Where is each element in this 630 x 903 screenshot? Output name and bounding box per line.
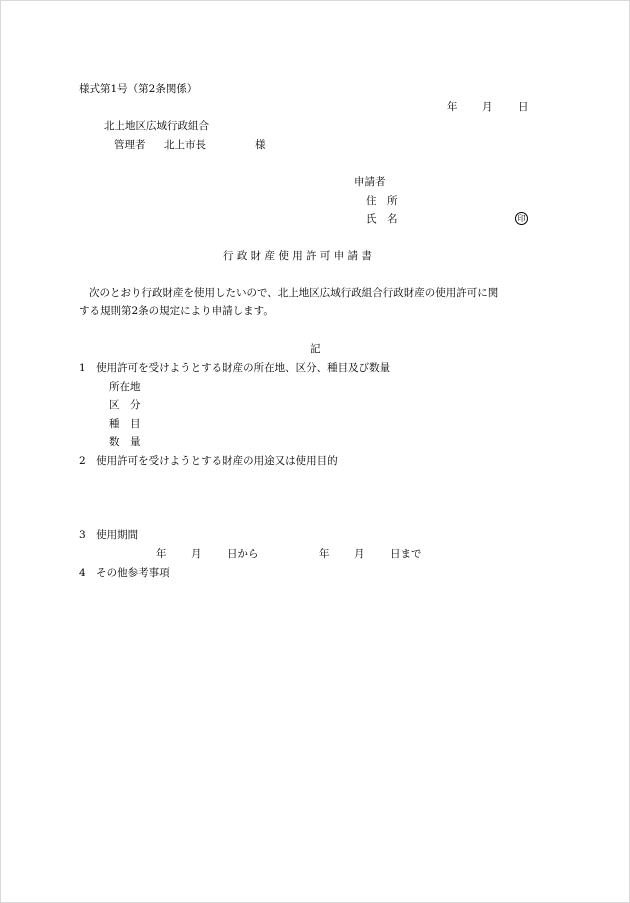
item-3: 3 使用期間 [79, 529, 139, 541]
period-from-day: 日から [227, 548, 259, 560]
addressee-manager-label: 管理者 [114, 139, 146, 151]
seal-mark: 印 [515, 212, 528, 225]
form-number: 様式第1号（第2条関係） [79, 83, 198, 95]
body-text-line-1: 次のとおり行政財産を使用したいので、北上地区広域行政組合行政財産の使用許可に関 [89, 287, 499, 299]
date-month-label: 月 [482, 101, 493, 113]
item-1: 1 使用許可を受けようとする財産の所在地、区分、種目及び数量 [79, 362, 391, 374]
document-title: 行 政 財 産 使 用 許 可 申 請 書 [223, 250, 372, 262]
item-4: 4 その他参考事項 [79, 567, 170, 579]
period-from-month: 月 [191, 548, 202, 560]
period-to-month: 月 [354, 548, 365, 560]
addressee-organization: 北上地区広域行政組合 [104, 120, 209, 132]
applicant-name-label: 氏 名 [366, 213, 398, 225]
applicant-title: 申請者 [354, 176, 386, 188]
period-to-year: 年 [319, 548, 330, 560]
item-1-classification: 区 分 [109, 399, 141, 411]
item-1-location: 所在地 [109, 381, 141, 393]
item-1-category: 種 目 [109, 418, 141, 430]
addressee-manager-name: 北上市長 [164, 139, 206, 151]
item-2: 2 使用許可を受けようとする財産の用途又は使用目的 [79, 455, 338, 467]
applicant-address-label: 住 所 [366, 195, 398, 207]
period-to-day: 日まで [390, 548, 422, 560]
date-day-label: 日 [518, 101, 529, 113]
item-1-quantity: 数 量 [109, 436, 141, 448]
date-year-label: 年 [447, 101, 458, 113]
period-from-year: 年 [156, 548, 167, 560]
ki-heading: 記 [310, 343, 321, 355]
addressee-honorific: 様 [255, 139, 266, 151]
body-text-line-2: する規則第2条の規定により申請します。 [79, 305, 274, 317]
